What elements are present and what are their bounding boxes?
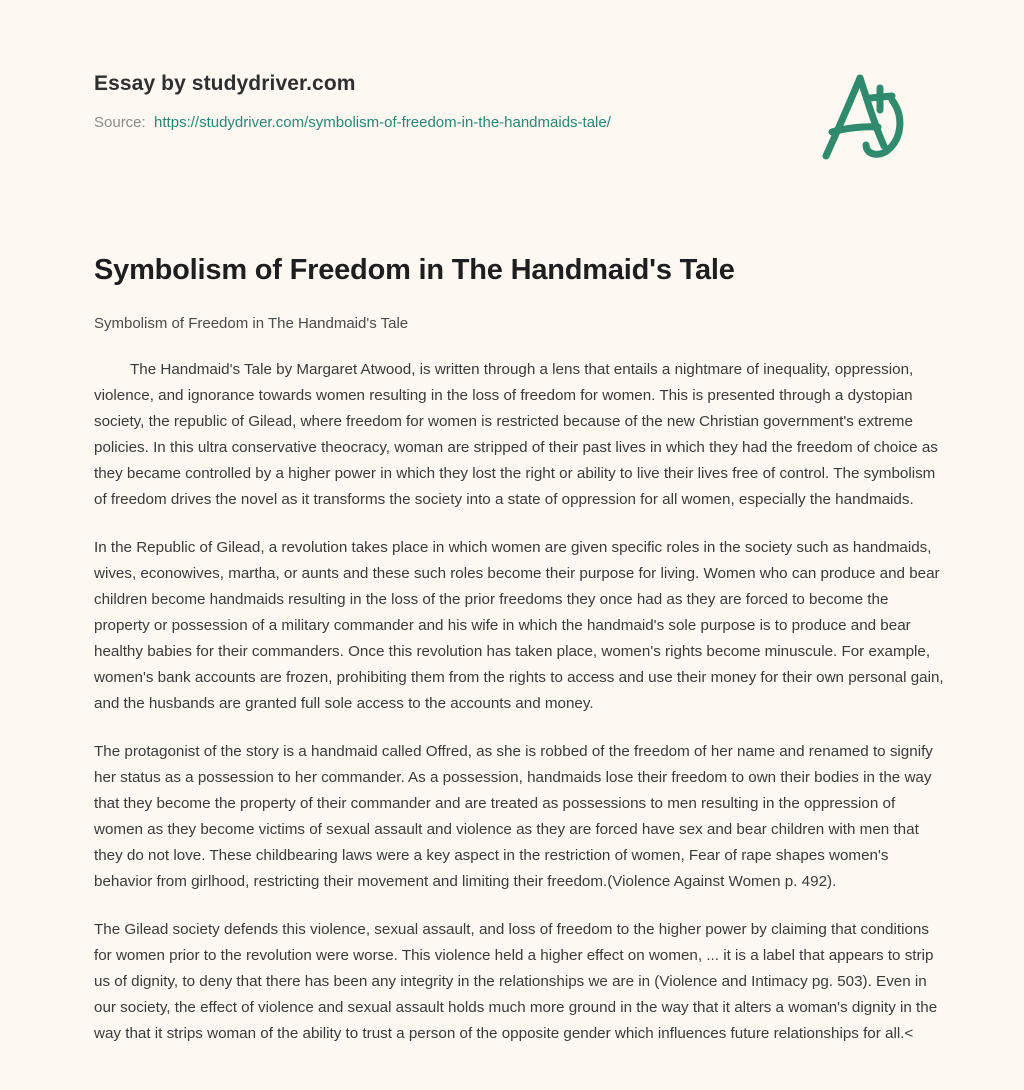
article-paragraph: In the Republic of Gilead, a revolution takes place in which women are given specific roles in the society such as handmaids, wives, econowives, martha, or aunts and these such roles become their purpose for living. Women who can produce and bear children become handmaids resulting in the loss of the prior freedoms they once had as they are forced to become the property or possession of a military commander and his wife in which the handmaid's sole purpose is to produce and bear healthy babies for their commanders. Once this revolution has taken place, women's rights become minuscule. For example, women's bank accounts are frozen, prohibiting them from the rights to access and use their money for their own personal gain, and the husbands are granted full sole access to the accounts and money. xyxy=(94,539,944,712)
article-body xyxy=(94,335,946,1047)
article-paragraph: The Handmaid's Tale by Margaret Atwood, is written through a lens that entails a nightmare of inequality, oppression, violence, and ignorance towards women resulting in the loss of freedom for women. This is presented through a dystopian society, the republic of Gilead, where freedom for women is restricted because of the new Christian government's extreme policies. In this ultra conservative theocracy, woman are stripped of their past lives in which they had the freedom of choice as they became controlled by a higher power in which they lost the right or ability to live their lives free of control. The symbolism of freedom drives the novel as it transforms the society into a state of oppression for all women, especially the handmaids. xyxy=(94,361,938,508)
article-subtitle: Symbolism of Freedom in The Handmaid's Tale xyxy=(94,315,409,332)
article xyxy=(94,252,946,1047)
a-plus-logo-icon xyxy=(812,62,916,166)
article-paragraph: The Gilead society defends this violence, sexual assault, and loss of freedom to the higher power by claiming that conditions for women prior to the revolution were worse. This violence held a higher effect on women, ... it is a label that appears to strip us of dignity, to deny that there has been any integrity in the relationships we are in (Violence and Intimacy pg. 503). Even in our society, the effect of violence and sexual assault holds much more ground in the way that it alters a woman's dignity in the way that it strips woman of the ability to trust a person of the opposite gender which influences future relationships for all.< xyxy=(94,921,938,1042)
source-label: Source: xyxy=(94,114,146,131)
brand-block xyxy=(94,70,774,133)
page-title: Symbolism of Freedom in The Handmaid's Tale xyxy=(94,254,735,286)
article-paragraph: The protagonist of the story is a handmaid called Offred, as she is robbed of the freedom of her name and renamed to signify her status as a possession to her commander. As a possession, handmaids lose their freedom to own their bodies in the way that they become the property of their commander and are treated as possessions to men resulting in the oppression of women as they become victims of sexual assault and violence as they are forced have sex and bear children with men that they do not love. These childbearing laws were a key aspect in the restriction of women, Fear of rape shapes women's behavior from girlhood, restricting their movement and limiting their freedom.(Violence Against Women p. 492). xyxy=(94,743,933,890)
brand-title: Essay by studydriver.com xyxy=(94,72,356,95)
source-line xyxy=(94,113,774,133)
page-header xyxy=(0,0,1024,200)
source-url-link[interactable]: https://studydriver.com/symbolism-of-freedom-in-the-handmaids-tale/ xyxy=(154,114,611,131)
